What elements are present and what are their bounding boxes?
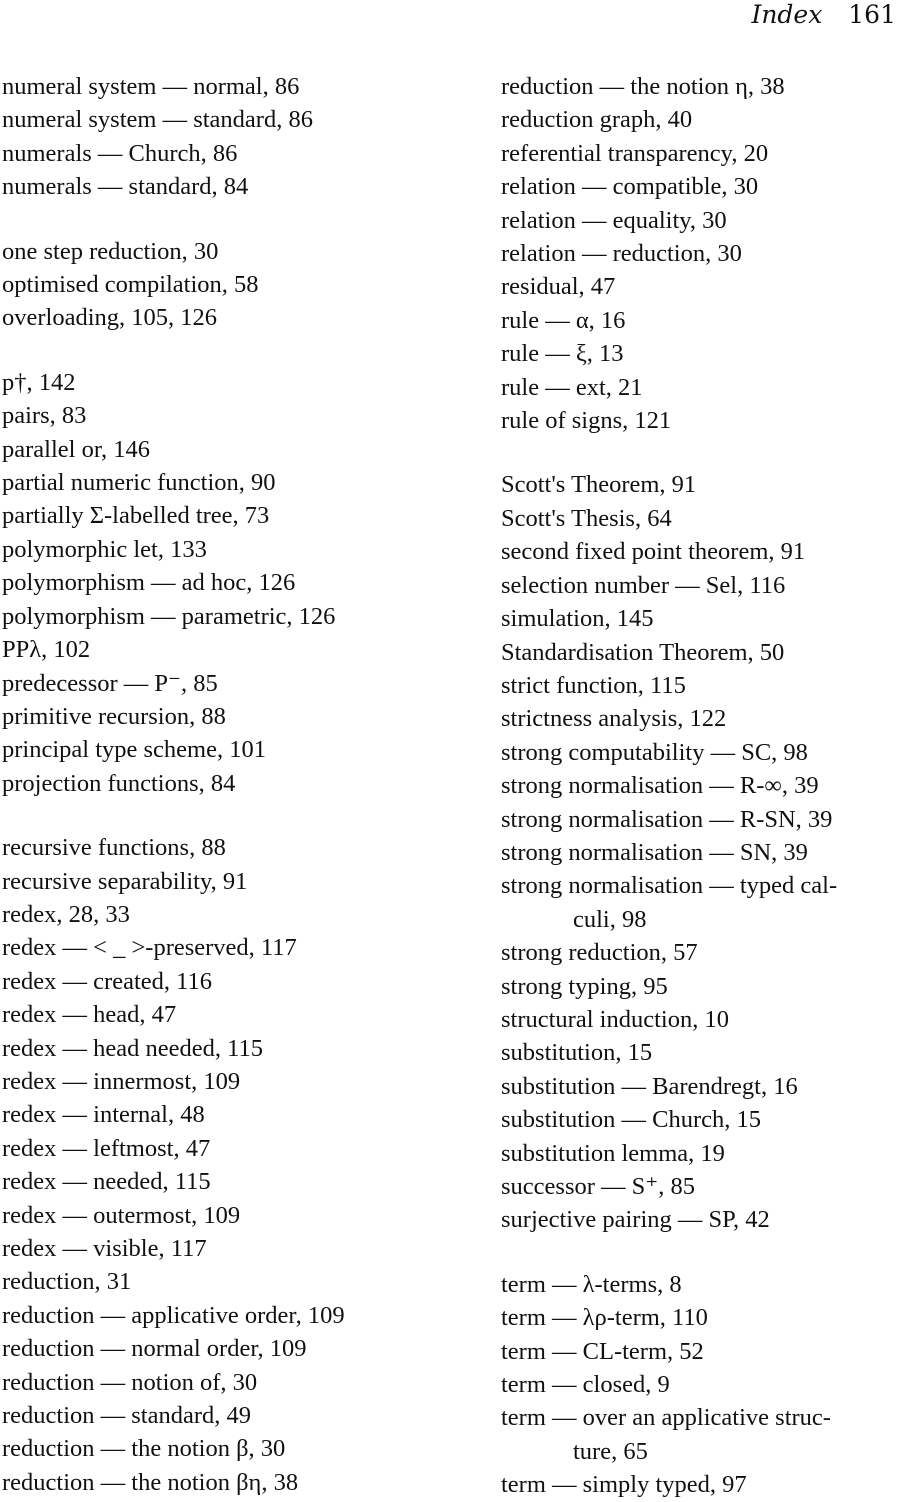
index-entry: reduction — applicative order, 109	[2, 1301, 345, 1329]
index-entry: term — CL-term, 52	[501, 1337, 704, 1365]
index-entry: numerals — standard, 84	[2, 173, 249, 201]
index-entry: redex — created, 116	[2, 967, 212, 995]
index-entry: strong computability — SC, 98	[501, 738, 808, 766]
index-entry: term — closed, 9	[501, 1371, 670, 1399]
index-entry: numeral system — standard, 86	[2, 106, 313, 134]
index-entry: numeral system — normal, 86	[2, 73, 300, 100]
index-entry: reduction — the notion η, 38	[501, 73, 785, 100]
index-entry: primitive recursion, 88	[2, 702, 226, 730]
index-entry: term — λρ-term, 110	[501, 1304, 708, 1332]
index-entry: relation — reduction, 30	[501, 240, 742, 268]
index-entry: surjective pairing — SP, 42	[501, 1206, 770, 1234]
index-entry: relation — equality, 30	[501, 206, 727, 234]
index-entry: term — λ-terms, 8	[501, 1270, 682, 1298]
group-gap	[2, 800, 462, 831]
index-entry: term — simply typed, 97	[501, 1471, 747, 1499]
index-entry: pairs, 83	[2, 402, 87, 430]
index-entry-continuation: culi, 98	[573, 905, 647, 933]
index-entry: partial numeric function, 90	[2, 469, 276, 497]
index-column-right	[501, 70, 906, 1502]
index-entry: redex — internal, 48	[2, 1101, 205, 1129]
index-entry: rule — ξ, 13	[501, 340, 624, 368]
index-entry: PPλ, 102	[2, 636, 91, 664]
index-entry: Scott's Thesis, 64	[501, 504, 672, 532]
group-gap	[501, 437, 906, 468]
page-number: 161	[848, 0, 896, 29]
index-entry: numerals — Church, 86	[2, 139, 238, 167]
index-entry: strict function, 115	[501, 671, 686, 699]
index-entry: polymorphic let, 133	[2, 535, 207, 563]
index-entry: partially Σ-labelled tree, 73	[2, 502, 270, 530]
index-entry: reduction — normal order, 109	[2, 1335, 307, 1363]
index-entry: parallel or, 146	[2, 435, 151, 463]
index-entry: optimised compilation, 58	[2, 271, 259, 299]
index-entry: reduction — notion of, 30	[2, 1368, 258, 1396]
index-entry: Standardisation Theorem, 50	[501, 638, 785, 666]
index-column-left	[2, 70, 462, 1499]
index-entry	[501, 869, 906, 936]
index-entry: strictness analysis, 122	[501, 705, 727, 733]
index-entry: redex — head needed, 115	[2, 1034, 263, 1062]
index-entry: substitution — Church, 15	[501, 1106, 761, 1134]
index-entry: rule of signs, 121	[501, 407, 672, 435]
index-entry: simulation, 145	[501, 605, 654, 633]
index-entry: predecessor — P⁻, 85	[2, 669, 218, 697]
index-entry-continuation: ture, 65	[573, 1437, 648, 1465]
index-entry: substitution lemma, 19	[501, 1139, 725, 1167]
index-entry: redex — leftmost, 47	[2, 1134, 211, 1162]
index-entry: reduction — the notion β, 30	[2, 1435, 286, 1463]
index-entry: reduction — standard, 49	[2, 1402, 252, 1430]
index-entry: redex — needed, 115	[2, 1168, 211, 1196]
index-entry: second fixed point theorem, 91	[501, 538, 806, 566]
index-entry-line: strong normalisation — typed cal-	[501, 872, 838, 900]
index-entry: strong typing, 95	[501, 972, 668, 1000]
index-entry: relation — compatible, 30	[501, 173, 759, 201]
index-entry: referential transparency, 20	[501, 139, 769, 167]
index-entry: Scott's Theorem, 91	[501, 471, 697, 499]
index-entry: redex — visible, 117	[2, 1235, 207, 1262]
index-entry: redex — outermost, 109	[2, 1201, 241, 1229]
index-entry: one step reduction, 30	[2, 237, 219, 265]
index-entry: projection functions, 84	[2, 769, 236, 797]
index-entry: redex — < _ >-preserved, 117	[2, 934, 297, 962]
index-entry: strong normalisation — SN, 39	[501, 838, 808, 866]
running-header	[751, 0, 896, 34]
index-entry	[501, 1401, 906, 1468]
group-gap	[2, 204, 462, 235]
index-entry: residual, 47	[501, 273, 616, 301]
index-entry: redex, 28, 33	[2, 900, 130, 928]
group-gap	[2, 335, 462, 366]
index-entry: polymorphism — parametric, 126	[2, 602, 336, 630]
index-entry: rule — α, 16	[501, 306, 626, 334]
index-entry: successor — S⁺, 85	[501, 1173, 695, 1200]
index-entry: strong reduction, 57	[501, 939, 698, 967]
index-entry: strong normalisation — R-SN, 39	[501, 805, 833, 833]
index-entry: p†, 142	[2, 368, 76, 396]
index-entry: overloading, 105, 126	[2, 304, 218, 332]
index-entry: redex — head, 47	[2, 1001, 177, 1029]
index-entry: rule — ext, 21	[501, 373, 643, 401]
index-entry: structural induction, 10	[501, 1005, 729, 1033]
group-gap	[501, 1237, 906, 1268]
index-entry: substitution — Barendregt, 16	[501, 1072, 798, 1100]
index-entry: redex — innermost, 109	[2, 1067, 241, 1095]
index-entry: recursive separability, 91	[2, 867, 248, 895]
index-entry: reduction graph, 40	[501, 106, 693, 134]
header-title: Index	[751, 0, 823, 29]
index-entry: reduction, 31	[2, 1268, 132, 1296]
index-entry-line: term — over an applicative struc-	[501, 1404, 831, 1432]
index-entry: substitution, 15	[501, 1039, 653, 1067]
index-entry: polymorphism — ad hoc, 126	[2, 569, 296, 597]
index-entry: selection number — Sel, 116	[501, 571, 786, 599]
index-entry: principal type scheme, 101	[2, 736, 266, 764]
index-entry: recursive functions, 88	[2, 834, 226, 862]
index-entry: strong normalisation — R-∞, 39	[501, 772, 819, 800]
index-entry: reduction — the notion βη, 38	[2, 1468, 299, 1496]
